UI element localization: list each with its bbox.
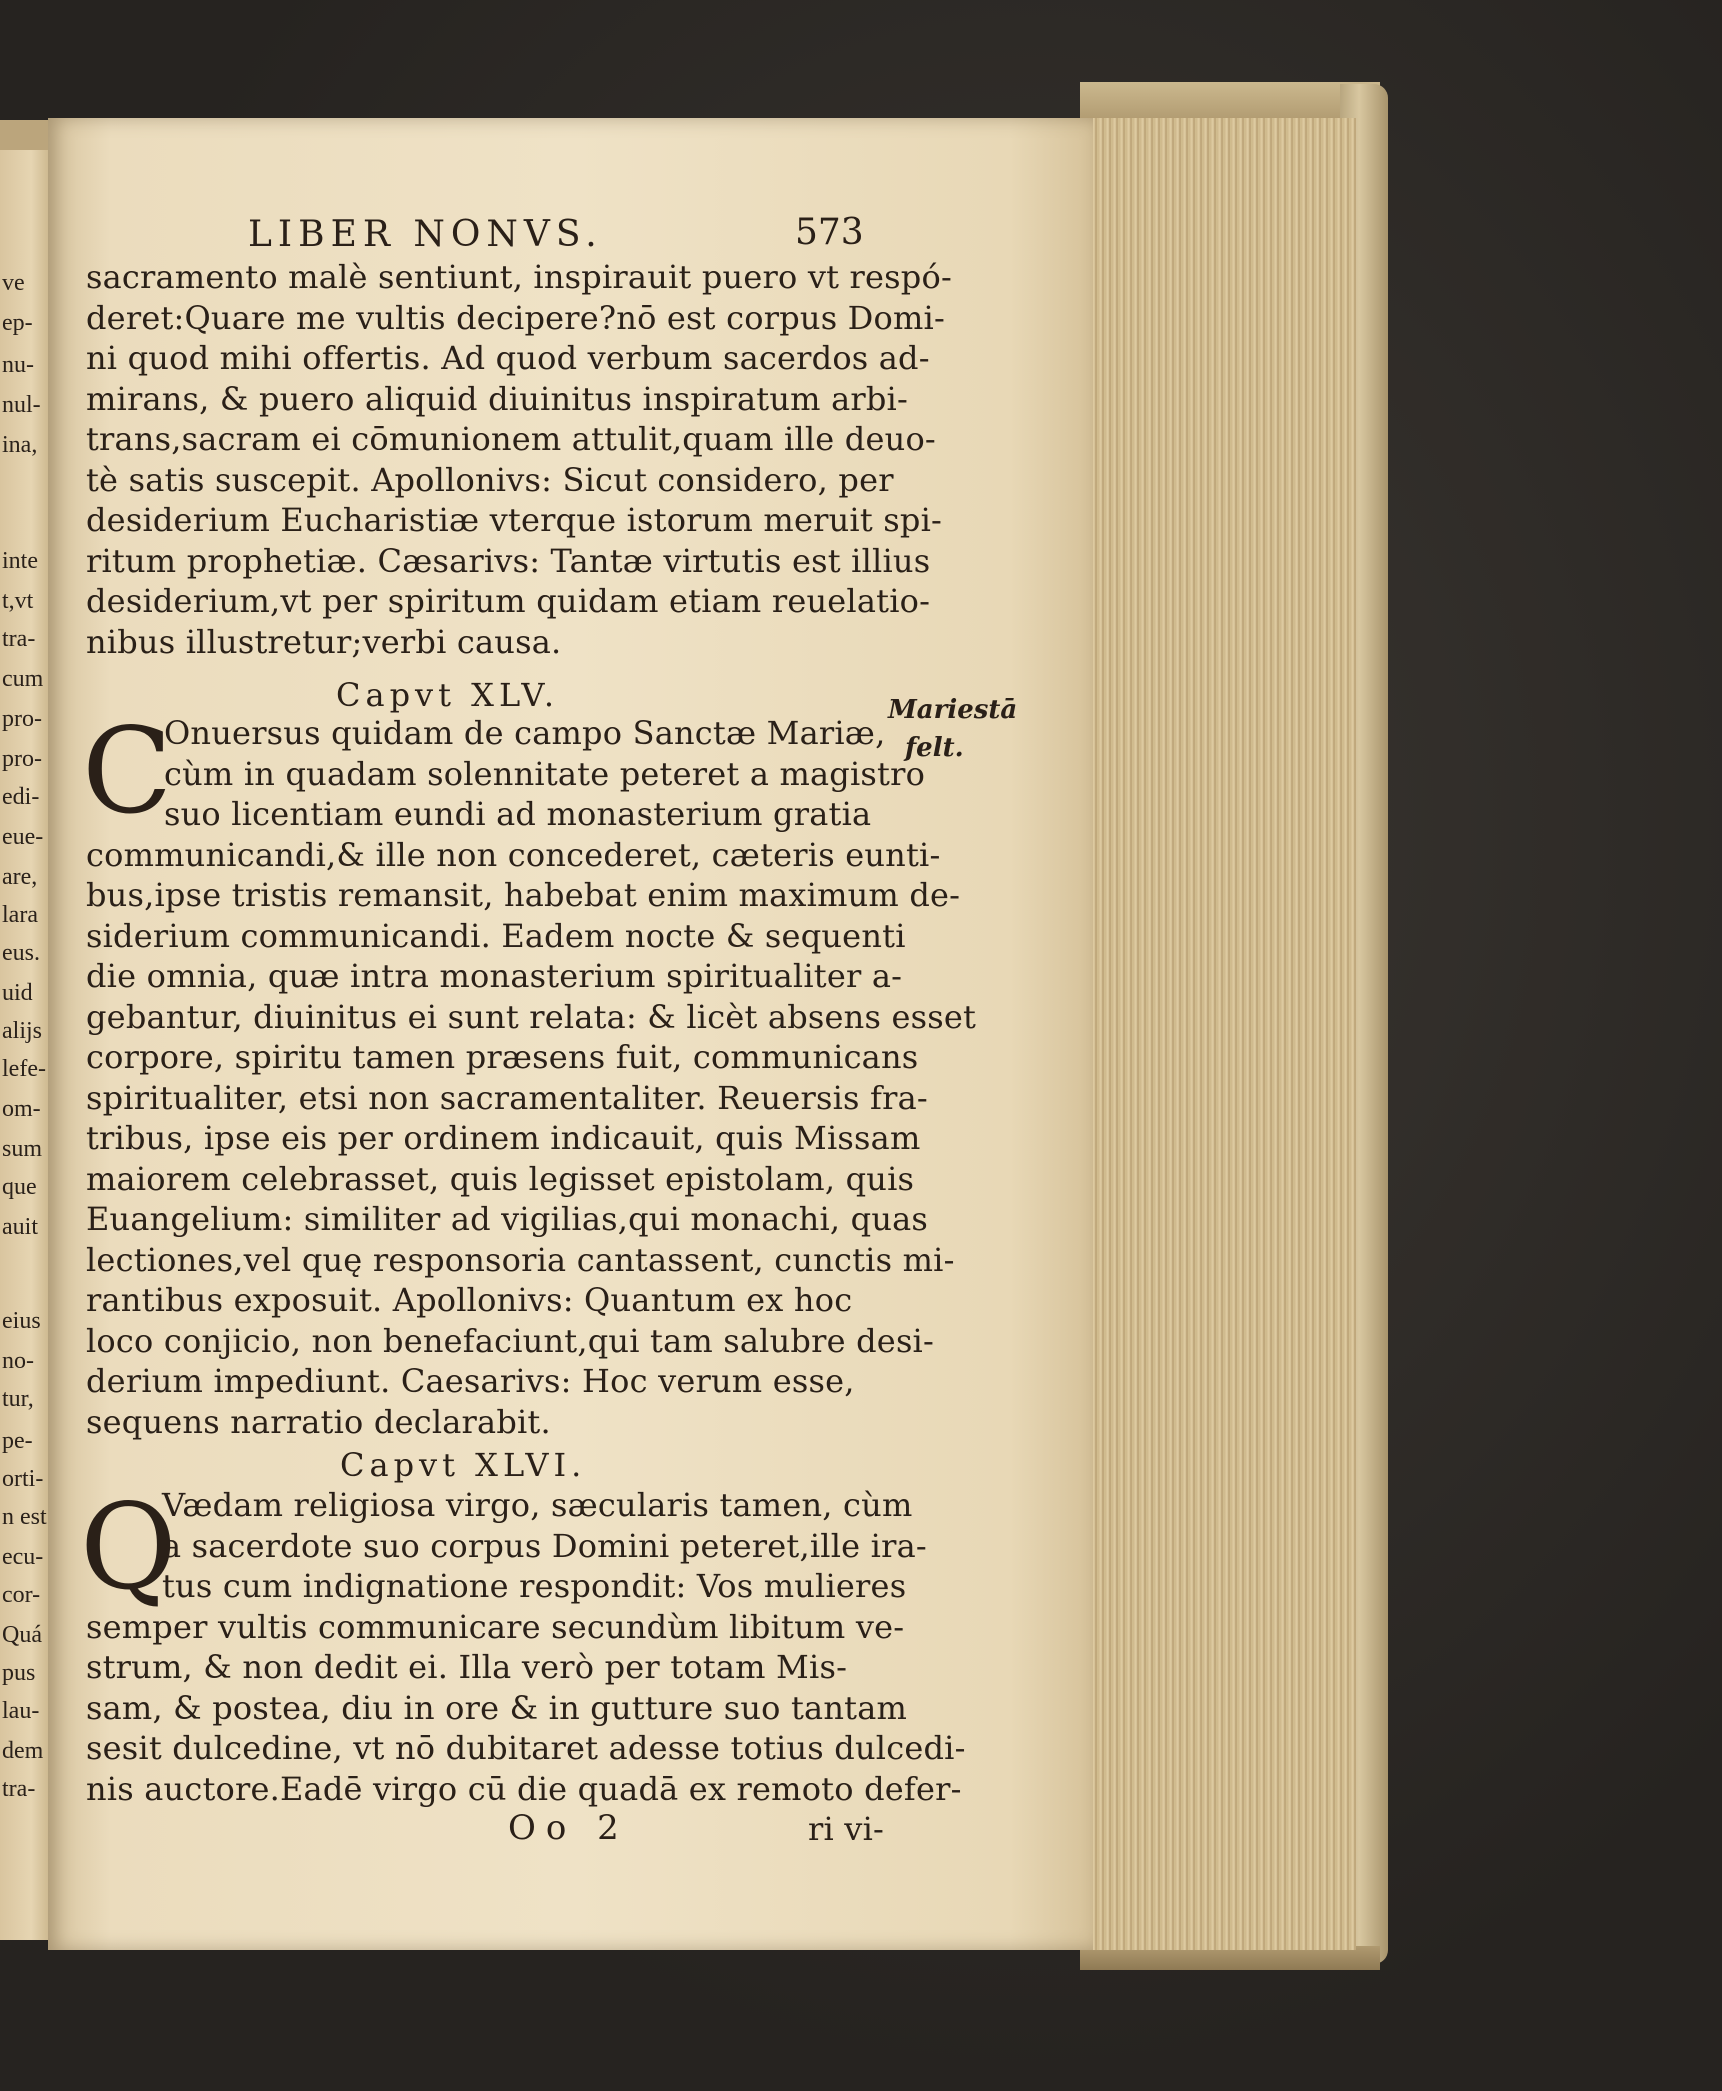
left-page-text-fragment: lefe- <box>2 1056 46 1082</box>
left-page-text-fragment: om- <box>2 1096 41 1122</box>
text-line: lectiones,vel quę responsoria cantassent, cunctis mi- <box>86 1240 955 1279</box>
left-page-text-fragment: ep- <box>2 310 33 336</box>
left-page-text-fragment: alijs <box>2 1018 42 1044</box>
text-line: ritum prophetiæ. Cæsarivs: Tantæ virtutis est illius <box>86 541 931 580</box>
left-page-text-fragment: uid <box>2 980 33 1006</box>
chapter-45-heading: Capvt XLV. <box>336 676 560 714</box>
text-line: suo licentiam eundi ad monasterium gratia <box>164 795 872 833</box>
text-line: cùm in quadam solennitate peteret a magistro <box>164 754 926 793</box>
left-page-text-fragment: ecu- <box>2 1544 44 1570</box>
left-page-text-fragment: sum <box>2 1136 43 1162</box>
text-line: gebantur, diuinitus ei sunt relata: & licèt absens esset <box>86 997 977 1036</box>
left-page-text-fragment: orti- <box>2 1466 44 1492</box>
left-page-text-fragment: pro- <box>2 746 42 772</box>
text-line: Onuersus quidam de campo Sanctæ Mariæ, <box>164 714 886 752</box>
left-page-text-fragment: inte <box>2 548 38 574</box>
text-line: tus cum indignatione respondit: Vos mulieres <box>162 1567 907 1605</box>
left-page-text-fragment: ina, <box>2 432 38 458</box>
left-page-text-fragment: tra- <box>2 1776 36 1802</box>
left-page-text-fragment: t,vt <box>2 588 34 614</box>
text-line: Euangelium: similiter ad vigilias,qui monachi, quas <box>86 1200 929 1238</box>
left-page-text-fragment: auit <box>2 1214 38 1240</box>
text-line: spiritualiter, etsi non sacramentaliter. Reuersis fra- <box>86 1078 928 1117</box>
text-line: sesit dulcedine, vt nō dubitaret adesse totius dulcedi- <box>86 1729 966 1767</box>
left-page-text-fragment: que <box>2 1174 37 1200</box>
left-page-text-fragment: pro- <box>2 706 42 732</box>
running-title: LIBER NONVS. <box>248 214 603 255</box>
text-line: sam, & postea, diu in ore & in gutture suo tantam <box>86 1688 908 1727</box>
text-line: strum, & non dedit ei. Illa verò per totam Mis- <box>86 1648 848 1686</box>
left-page-text-fragment: pus <box>2 1660 36 1686</box>
text-line: die omnia, quæ intra monasterium spiritualiter a- <box>86 957 903 995</box>
left-page-text-fragment: tur, <box>2 1386 34 1412</box>
page-block-fore-edge <box>1088 118 1356 1950</box>
text-line: derium impediunt. Caesarivs: Hoc verum esse, <box>86 1362 855 1400</box>
text-line: trans,sacram ei cōmunionem attulit,quam ille deuo- <box>86 420 936 458</box>
left-page-text-fragment: cum <box>2 666 44 692</box>
left-page-text-fragment: pe- <box>2 1428 33 1454</box>
text-line: maiorem celebrasset, quis legisset epistolam, quis <box>86 1159 915 1198</box>
left-page-text-fragment: ve <box>2 270 25 296</box>
text-line: ni quod mihi offertis. Ad quod verbum sacerdos ad- <box>86 339 930 377</box>
book-cover-top-edge <box>1080 82 1380 122</box>
text-line: mirans, & puero aliquid diuinitus inspiratum arbi- <box>86 379 908 418</box>
text-line: corpore, spiritu tamen præsens fuit, communicans <box>86 1038 919 1076</box>
text-line: a sacerdote suo corpus Domini peteret,ille ira- <box>162 1526 927 1565</box>
left-page-text-fragment: eue- <box>2 824 44 850</box>
text-line: siderium communicandi. Eadem nocte & sequenti <box>86 916 906 955</box>
text-line: sacramento malè sentiunt, inspirauit puero vt respó- <box>86 258 952 296</box>
left-page-text-fragment: lara <box>2 902 38 928</box>
left-page-text-fragment: eus. <box>2 940 40 966</box>
left-page-text-fragment: dem <box>2 1738 44 1764</box>
text-line: desiderium Eucharistiæ vterque istorum meruit spi- <box>86 501 943 539</box>
marginal-note-line-1: Mariestā <box>888 695 1018 725</box>
text-line: Vædam religiosa virgo, sæcularis tamen, cùm <box>162 1486 913 1524</box>
marginal-note-line-2: felt. <box>905 733 964 763</box>
left-page-text-fragment: nul- <box>2 392 41 418</box>
text-line: deret:Quare me vultis decipere?nō est corpus Domi- <box>86 298 945 337</box>
text-line: semper vultis communicare secundùm libitum ve- <box>86 1607 905 1646</box>
page-number: 573 <box>795 212 864 253</box>
left-page-sliver <box>0 150 54 1940</box>
text-line: desiderium,vt per spiritum quidam etiam reuelatio- <box>86 582 931 620</box>
signature-mark: Oo 2 <box>508 1808 629 1848</box>
text-line: tè satis suscepit. Apollonivs: Sicut considero, per <box>86 460 894 499</box>
left-page-text-fragment: edi- <box>2 784 40 810</box>
left-page-text-fragment: Quá <box>2 1622 42 1648</box>
drop-capital-q: Q <box>80 1478 177 1616</box>
text-line: sequens narratio declarabit. <box>86 1402 551 1441</box>
catchword: ri vi- <box>808 1810 885 1848</box>
left-page-text-fragment: no- <box>2 1348 34 1374</box>
left-page-text-fragment: lau- <box>2 1698 40 1724</box>
text-line: loco conjicio, non benefaciunt,qui tam salubre desi- <box>86 1321 935 1360</box>
left-page-text-fragment: are, <box>2 864 38 890</box>
left-page-text-fragment: eius <box>2 1308 41 1334</box>
text-line: nis auctore.Eadē virgo cū die quadā ex remoto defer- <box>86 1769 962 1808</box>
left-page-text-fragment: n est <box>2 1504 47 1530</box>
text-line: nibus illustretur;verbi causa. <box>86 622 562 661</box>
drop-capital-c: C <box>82 702 173 840</box>
text-line: communicandi,& ille non concederet, cæteris eunti- <box>86 835 941 874</box>
left-page-text-fragment: tra- <box>2 626 36 652</box>
left-page-text-fragment: cor- <box>2 1582 41 1608</box>
text-line: rantibus exposuit. Apollonivs: Quantum ex hoc <box>86 1281 853 1319</box>
text-line: tribus, ipse eis per ordinem indicauit, quis Missam <box>86 1119 921 1157</box>
chapter-46-heading: Capvt XLVI. <box>340 1446 587 1484</box>
left-page-text-fragment: nu- <box>2 352 34 378</box>
text-line: bus,ipse tristis remansit, habebat enim maximum de- <box>86 876 961 914</box>
